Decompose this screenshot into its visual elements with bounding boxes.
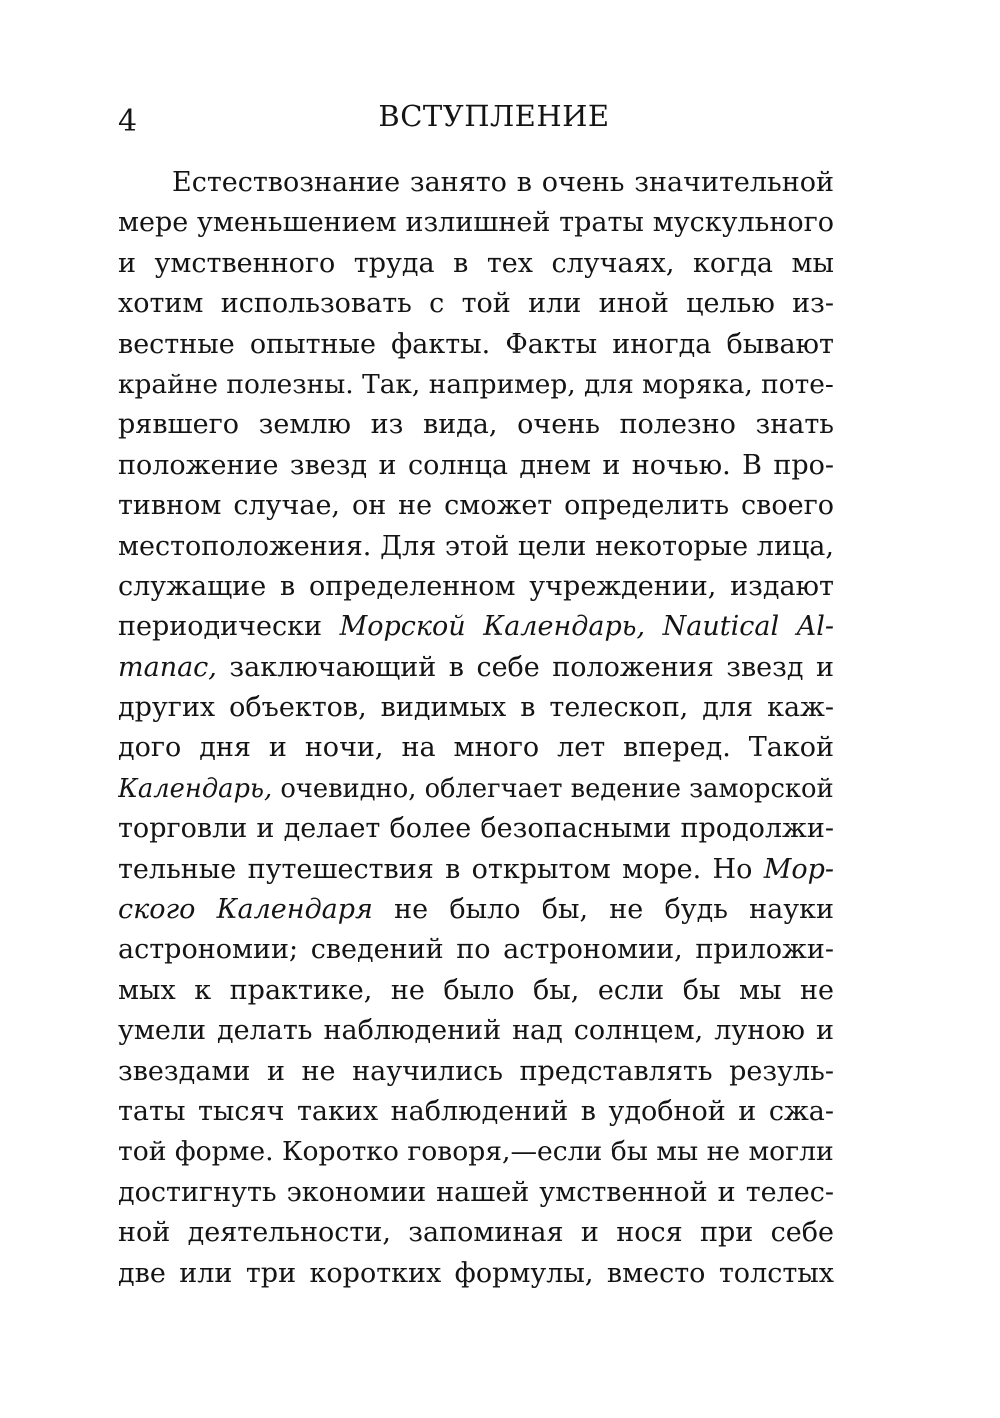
text-line [118,1173,834,1213]
text-line [118,446,834,486]
text-segment: астрономии; сведений по астрономии, приложи- [118,934,834,966]
text-segment: мых к практике, не было бы, если бы мы не [118,974,834,1006]
text-segment: дого дня и ночи, на много лет вперед. Такой [118,732,834,764]
text-segment: мере уменьшением излишней траты мускульного [118,207,834,239]
text-line [118,365,834,405]
italic-text: Морской Календарь, Nautical Al- [339,611,834,643]
text-line [118,809,834,849]
text-segment: крайне полезны. Так, например, для моряка, поте- [118,368,834,400]
running-title: ВСТУПЛЕНИЕ [378,99,610,133]
text-line [118,284,834,324]
text-line [118,486,834,526]
text-line [118,163,834,203]
text-segment: рявшего землю из вида, очень полезно знать [118,409,834,441]
text-segment: умели делать наблюдений над солнцем, луною и [118,1015,834,1047]
text-segment: положение звезд и солнца днем и ночью. В про- [118,449,834,481]
text-segment: периодически [118,611,340,643]
page-header [118,96,834,140]
text-segment: и умственного труда в тех случаях, когда мы [118,247,834,279]
text-line [118,607,834,647]
text-segment: достигнуть экономии нашей умственной и телес- [118,1176,834,1208]
text-segment: тельные путешествия в открытом море. Но [118,853,764,885]
text-segment: Естествознание занято в очень значительной [172,167,834,198]
italic-text: ского Календаря [118,894,373,926]
text-line [118,527,834,567]
italic-text: Мор- [763,853,834,885]
text-segment: две или три коротких формулы, вместо толстых [118,1257,834,1289]
text-line [118,1052,834,1092]
text-line [118,1213,834,1253]
text-line [118,971,834,1011]
text-line [118,244,834,284]
italic-text: manac, [118,651,217,683]
text-line [118,1092,834,1132]
text-segment: звездами и не научились представлять резуль- [118,1055,834,1087]
text-line [118,890,834,930]
italic-text: Календарь, [118,773,273,804]
text-segment: других объектов, видимых в телескоп, для каж- [118,692,834,724]
text-line [118,850,834,890]
text-line [118,728,834,768]
text-line [118,769,834,809]
text-line [118,567,834,607]
text-segment: вестные опытные факты. Факты иногда бывают [118,328,834,360]
text-segment: торговли и делает более безопасными продолжи- [118,813,834,845]
text-line [118,405,834,445]
text-line [118,1254,834,1294]
text-segment: очевидно, облегчает ведение заморской [272,773,834,804]
text-line [118,1011,834,1051]
body-text [118,163,834,1294]
text-line [118,930,834,970]
text-line [118,325,834,365]
page-number: 4 [118,104,138,139]
text-line [118,1132,834,1172]
text-segment: хотим использовать с той или иной целью из- [118,288,834,320]
text-line [118,688,834,728]
text-segment: тивном случае, он не сможет определить своего [118,490,834,522]
text-line [118,648,834,688]
text-line [118,203,834,243]
text-segment: той форме. Коротко говоря,—если бы мы не могли [118,1136,834,1168]
text-segment: ной деятельности, запоминая и нося при себе [118,1217,834,1249]
text-segment: таты тысяч таких наблюдений в удобной и сжа- [118,1095,834,1127]
text-segment: заключающий в себе положения звезд и [216,651,834,683]
text-segment: не было бы, не будь науки [372,894,834,926]
text-segment: местоположения. Для этой цели некоторые лица, [118,530,834,562]
text-segment: служащие в определенном учреждении, издают [118,570,834,602]
